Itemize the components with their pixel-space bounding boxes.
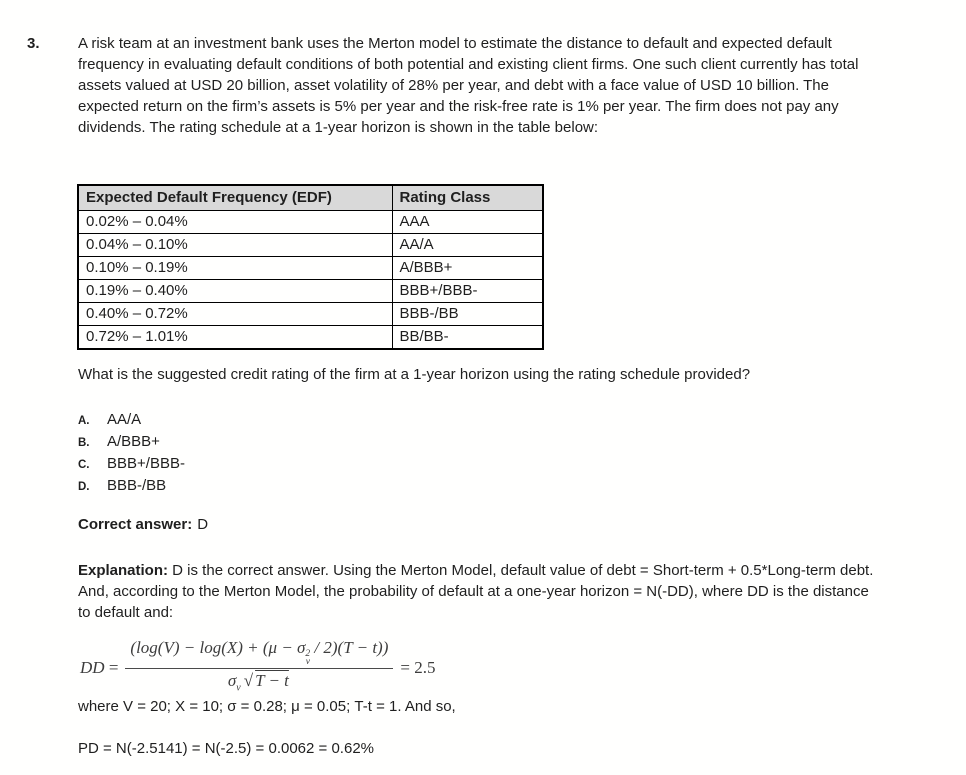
table-row (78, 326, 543, 350)
dd-formula (80, 638, 435, 698)
option-letter: B. (78, 437, 90, 449)
option-letter: D. (78, 481, 90, 493)
formula-denominator: $\sigma_v$ √ T − t (227, 671, 289, 694)
formula-lhs: DD = (80, 658, 119, 678)
option-letter: A. (78, 415, 90, 427)
table-row (78, 211, 543, 234)
formula-numerator: (log(V) − log(X) + (μ − σ 2 v / 2)(T − t)) (125, 638, 393, 669)
rating-class-cell: BB/BB- (392, 326, 543, 350)
sigma-sup-sub: 2 v (305, 649, 311, 667)
option-d (78, 475, 185, 497)
parameters-line: where V = 20; X = 10; σ = 0.28; μ = 0.05; T-t = 1. And so, (78, 698, 456, 715)
correct-answer-value: D (197, 516, 209, 533)
explanation-text: D is the correct answer. Using the Merton Model, default value of debt = Short-term + 0.5*Long-term debt. And, according to the Merton Model, the probability of default at a one-year horizon = N(-DD), where DD is the distance to default and: (78, 562, 874, 621)
edf-range-cell: 0.40% – 0.72% (78, 303, 392, 326)
option-c (78, 453, 185, 475)
option-text: BBB-/BB (107, 477, 167, 494)
question-number: 3. (27, 35, 40, 52)
question-text: A risk team at an investment bank uses the Merton model to estimate the distance to default and expected default frequency in evaluating default conditions of both potential and existing client firms. One such client currently has total assets valued at USD 20 billion, asset volatility of 28% per year, and debt with a face value of USD 10 billion. The expected return on the firm’s assets is 5% per year and the risk-free rate is 1% per year. The firm does not pay any dividends. The rating schedule at a 1-year horizon is shown in the table below: (78, 35, 859, 136)
table-row (78, 257, 543, 280)
correct-answer-label: Correct answer: (78, 516, 193, 533)
option-text: AA/A (107, 411, 142, 428)
formula-result: = 2.5 (400, 658, 436, 678)
question-prompt: What is the suggested credit rating of the firm at a 1-year horizon using the rating schedule provided? (78, 366, 751, 383)
pd-result-line: PD = N(-2.5141) = N(-2.5) = 0.0062 = 0.62% (78, 740, 374, 757)
edf-range-cell: 0.04% – 0.10% (78, 234, 392, 257)
option-text: A/BBB+ (107, 433, 160, 450)
table-header-row (78, 185, 543, 211)
col-header-rating-class: Rating Class (392, 185, 543, 211)
rating-class-cell: A/BBB+ (392, 257, 543, 280)
edf-range-cell: 0.10% – 0.19% (78, 257, 392, 280)
option-text: BBB+/BBB- (107, 455, 185, 472)
table-row (78, 303, 543, 326)
edf-range-cell: 0.02% – 0.04% (78, 211, 392, 234)
explanation-label: Explanation: (78, 562, 169, 579)
formula-fraction (125, 638, 393, 698)
rating-class-cell: BBB-/BB (392, 303, 543, 326)
edf-range-cell: 0.19% – 0.40% (78, 280, 392, 303)
options-list (78, 409, 185, 497)
radical-sign: √ (243, 671, 254, 690)
table-row (78, 234, 543, 257)
col-header-edf: Expected Default Frequency (EDF) (78, 185, 392, 211)
edf-range-cell: 0.72% – 1.01% (78, 326, 392, 350)
correct-answer-line (78, 514, 208, 535)
table-row (78, 280, 543, 303)
option-a (78, 409, 185, 431)
option-b (78, 431, 185, 453)
explanation-paragraph (78, 560, 883, 623)
option-letter: C. (78, 459, 90, 471)
rating-class-cell: BBB+/BBB- (392, 280, 543, 303)
rating-class-cell: AA/A (392, 234, 543, 257)
edf-rating-table (77, 184, 544, 350)
rating-class-cell: AAA (392, 211, 543, 234)
